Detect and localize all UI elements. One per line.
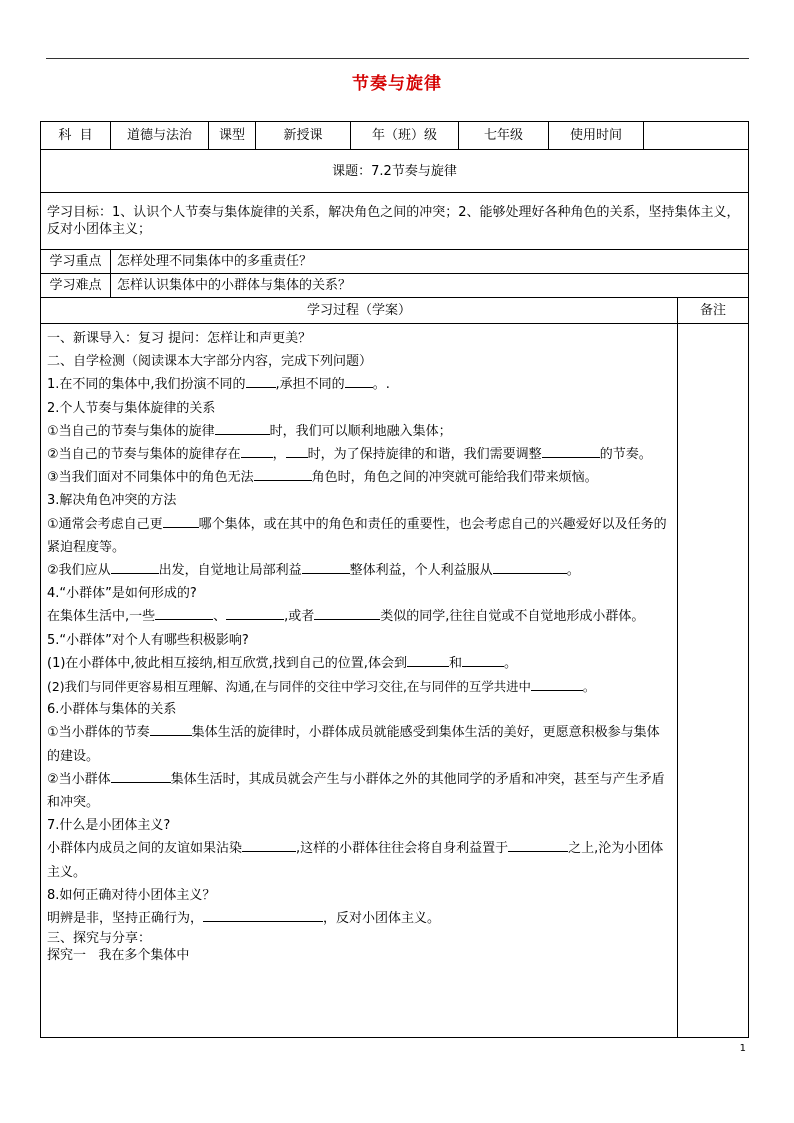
content-line: ①当自己的节奏与集体的旋律 时，我们可以顺利地融入集体； — [47, 420, 671, 443]
content-line: 6.小群体与集体的关系 — [47, 702, 177, 718]
content-line: 在集体生活中,一些 、 ,或者 类似的同学,往往自觉或不自觉地形成小群体。 — [47, 605, 671, 628]
fill-blank — [203, 907, 323, 922]
process-content — [41, 324, 678, 1038]
fill-blank — [493, 559, 567, 574]
fill-blank — [111, 768, 171, 783]
fill-blank — [407, 652, 449, 667]
fill-blank — [254, 466, 312, 481]
fill-blank — [345, 373, 373, 388]
lesson-type-value: 新授课 — [256, 122, 351, 150]
fill-blank — [286, 443, 308, 458]
usage-time-value — [644, 122, 749, 150]
fill-blank — [215, 420, 270, 435]
content-line: 二、自学检测（阅读课本大字部分内容，完成下列问题） — [47, 354, 373, 370]
content-line: 1.在不同的集体中,我们扮演不同的 ,承担不同的 。. — [47, 373, 671, 396]
content-line: (2)我们与同伴更容易相互理解、沟通,在与同伴的交往中学习交往,在与同伴的互学共进中 。 — [47, 675, 671, 698]
key-point-label: 学习重点 — [41, 250, 111, 274]
fill-blank — [242, 837, 296, 852]
fill-blank — [508, 837, 568, 852]
grade-value: 七年级 — [459, 122, 549, 150]
content-line: ②当小群体 集体生活时，其成员就会产生与小群体之外的其他同学的矛盾和冲突，甚至与产生矛盾和冲突。 — [47, 768, 671, 814]
content-line: 5.“小群体”对个人有哪些积极影响? — [47, 632, 249, 648]
learning-goals: 学习目标：1、认识个人节奏与集体旋律的关系，解决角色之间的冲突；2、能够处理好各种角色的关系，坚持集体主义，反对小团体主义； — [41, 193, 749, 250]
fill-blank — [531, 676, 583, 691]
content-line: 4.“小群体”是如何形成的? — [47, 586, 197, 602]
content-line: ②当自己的节奏与集体的旋律存在 ， 时，为了保持旋律的和谐，我们需要调整 的节奏。 — [47, 443, 671, 466]
subject-label: 科 目 — [41, 122, 111, 150]
fill-blank — [246, 373, 276, 388]
content-line: 探究一 我在多个集体中 — [47, 948, 190, 964]
content-line: 一、新课导入：复习 提问：怎样让和声更美？ — [47, 331, 312, 346]
fill-blank — [542, 443, 600, 458]
difficulty-label: 学习难点 — [41, 274, 111, 298]
key-point-text: 怎样处理不同集体中的多重责任？ — [111, 250, 749, 274]
notes-heading: 备注 — [678, 298, 749, 324]
page-number: 1 — [739, 1043, 746, 1054]
content-line: 3.解决角色冲突的方法 — [47, 493, 177, 509]
content-line: 明辨是非，坚持正确行为， ，反对小团体主义。 — [47, 907, 671, 930]
fill-blank — [462, 652, 504, 667]
header-row — [41, 122, 749, 150]
content-line: (1)在小群体中,彼此相互接纳,相互欣赏,找到自己的位置,体会到 和 。 — [47, 652, 671, 675]
lesson-plan-table — [40, 121, 749, 1038]
fill-blank — [226, 605, 284, 620]
fill-blank — [111, 559, 159, 574]
usage-time-label: 使用时间 — [549, 122, 644, 150]
grade-label: 年（班）级 — [351, 122, 459, 150]
subject-value: 道德与法治 — [111, 122, 209, 150]
fill-blank — [155, 605, 213, 620]
content-line: 8.如何正确对待小团体主义？ — [47, 887, 216, 903]
content-line: 7.什么是小团体主义? — [47, 818, 171, 834]
difficulty-text: 怎样认识集体中的小群体与集体的关系？ — [111, 274, 749, 298]
lesson-type-label: 课型 — [209, 122, 256, 150]
lesson-topic: 课题：7.2节奏与旋律 — [41, 150, 749, 193]
content-line: ②我们应从 出发，自觉地让局部利益 整体利益，个人利益服从 。 — [47, 559, 671, 582]
fill-blank — [150, 721, 192, 736]
content-line: 2.个人节奏与集体旋律的关系 — [47, 400, 216, 416]
header-rule — [46, 58, 749, 59]
fill-blank — [314, 605, 380, 620]
content-line: ①通常会考虑自己更 哪个集体，或在其中的角色和责任的重要性，也会考虑自己的兴趣爱好以及任务的紧迫程度等。 — [47, 513, 671, 559]
fill-blank — [163, 513, 199, 528]
content-line: ③当我们面对不同集体中的角色无法 角色时，角色之间的冲突就可能给我们带来烦恼。 — [47, 466, 671, 489]
notes-column — [678, 324, 749, 1038]
fill-blank — [241, 443, 273, 458]
content-line: 三、探究与分享： — [47, 931, 152, 947]
process-heading: 学习过程（学案） — [41, 298, 678, 324]
document-title: 节奏与旋律 — [352, 74, 442, 94]
content-line: ①当小群体的节奏 集体生活的旋律时，小群体成员就能感受到集体生活的美好，更愿意积极参与集体的建设。 — [47, 721, 671, 767]
fill-blank — [302, 559, 350, 574]
content-line: 小群体内成员之间的友谊如果沾染 ,这样的小群体往往会将自身利益置于 之上,沦为小团体主义。 — [47, 837, 671, 883]
